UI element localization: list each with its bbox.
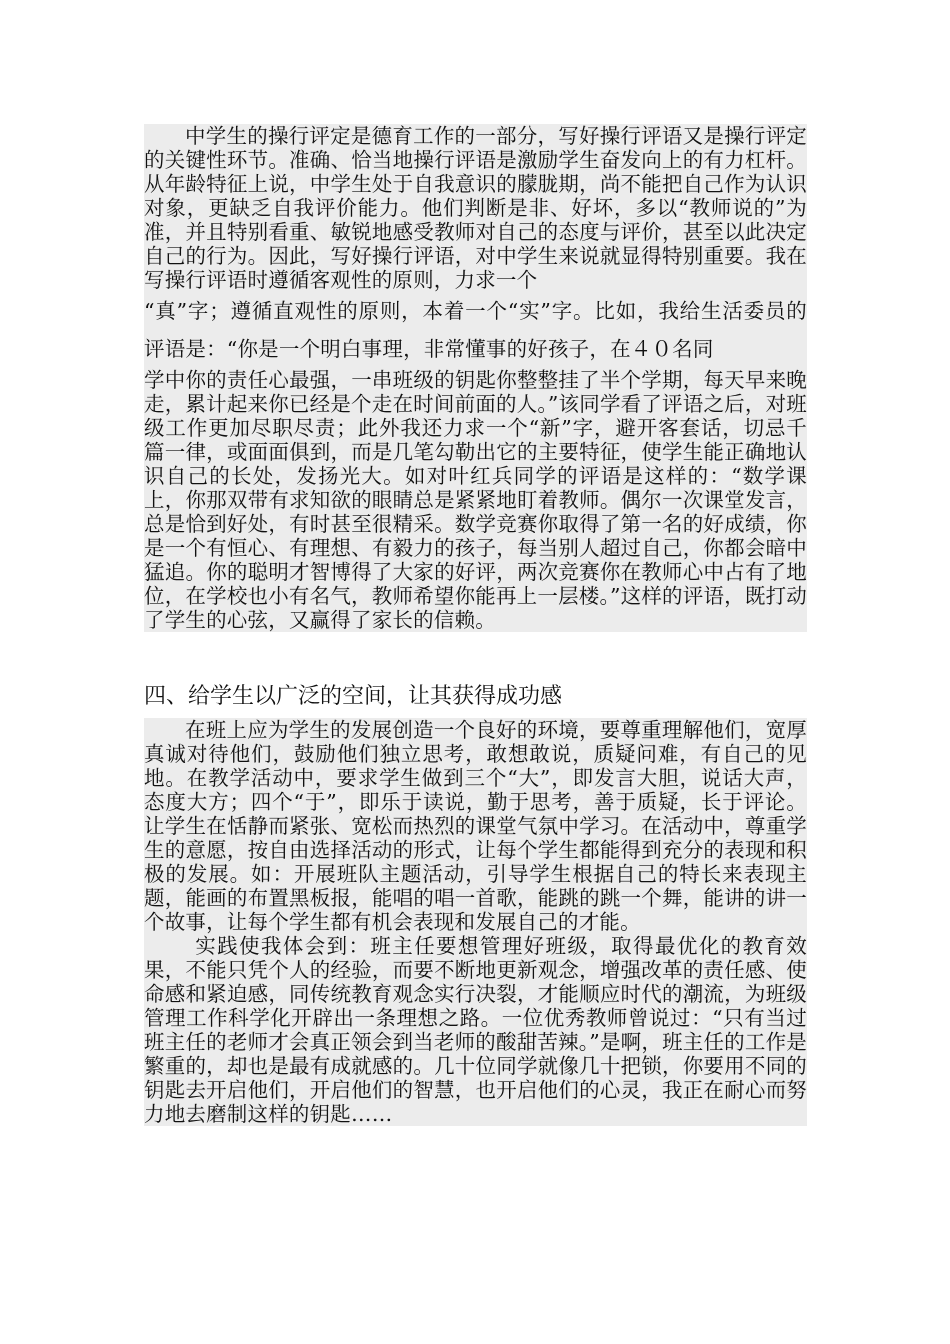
paragraph-evaluation-continued: 学中你的责任心最强，一串班级的钥匙你整整挂了半个学期，每天早来晚走，累计起来你已经是个走在时间前面的人。”该同学看了评语之后，对班级工作更加尽职尽责；此外我还力求一个“新”字，避开客套话，切忌千篇一律，或面面俱到，而是几笔勾勒出它的主要特征，使学生能正确地认识自己的长处，发扬光大。如对叶红兵同学的评语是这样的：“数学课上，你那双带有求知欲的眼睛总是紧紧地盯着教师。偶尔一次课堂发言，总是恰到好处，有时甚至很精采。数学竞赛你取得了第一名的好成绩，你是一个有恒心、有理想、有毅力的孩子，每当别人超过自己，你都会暗中猛追。你的聪明才智博得了大家的好评，两次竞赛你在教师心中占有了地位，在学校也小有名气，教师希望你能再上一层楼。”这样的评语，既打动了学生的心弦，又赢得了家长的信赖。 — [144, 368, 807, 632]
text-block-space — [144, 718, 807, 1126]
paragraph-conclusion: 实践使我体会到：班主任要想管理好班级，取得最优化的教育效果，不能只凭个人的经验，而要不断地更新观念，增强改革的责任感、使命感和紧迫感，同传统教育观念实行决裂，才能顺应时代的潮流，为班级管理工作科学化开辟出一条理想之路。一位优秀教师曾说过：“只有当过班主任的老师才会真正领会到当老师的酸甜苦辣。”是啊，班主任的工作是繁重的，却也是最有成就感的。几十位同学就像几十把锁，你要用不同的钥匙去开启他们，开启他们的智慧，也开启他们的心灵，我正在耐心而努力地去磨制这样的钥匙…… — [144, 934, 807, 1126]
paragraph-evaluation-example: “真”字；遵循直观性的原则，本着一个“实”字。比如，我给生活委员的评语是：“你是一个明白事理，非常懂事的好孩子，在４０名同 — [144, 299, 807, 361]
section-heading: 四、给学生以广泛的空间，让其获得成功感 — [144, 684, 563, 709]
paragraph-evaluation-intro: 中学生的操行评定是德育工作的一部分，写好操行评语又是操行评定的关键性环节。准确、恰当地操行评语是激励学生奋发向上的有力杠杆。从年龄特征上说，中学生处于自我意识的朦胧期，尚不能把自己作为认识对象，更缺乏自我评价能力。他们判断是非、好坏，多以“教师说的”为准，并且特别看重、敏锐地感受教师对自己的态度与评价，甚至以此决定自己的行为。因此，写好操行评语，对中学生来说就显得特别重要。我在写操行评语时遵循客观性的原则，力求一个 — [144, 124, 807, 292]
text-block-evaluation — [144, 124, 807, 632]
paragraph-space-environment: 在班上应为学生的发展创造一个良好的环境，要尊重理解他们，宽厚真诚对待他们，鼓励他们独立思考，敢想敢说，质疑问难，有自己的见地。在教学活动中，要求学生做到三个“大”，即发言大胆，说话大声，态度大方；四个“于”，即乐于读说，勤于思考，善于质疑，长于评论。让学生在恬静而紧张、宽松而热烈的课堂气氛中学习。在活动中，尊重学生的意愿，按自由选择活动的形式，让每个学生都能得到充分的表现和积极的发展。如：开展班队主题活动，引导学生根据自己的特长来表现主题，能画的布置黑板报，能唱的唱一首歌，能跳的跳一个舞，能讲的讲一个故事，让每个学生都有机会表现和发展自己的才能。 — [144, 718, 807, 934]
